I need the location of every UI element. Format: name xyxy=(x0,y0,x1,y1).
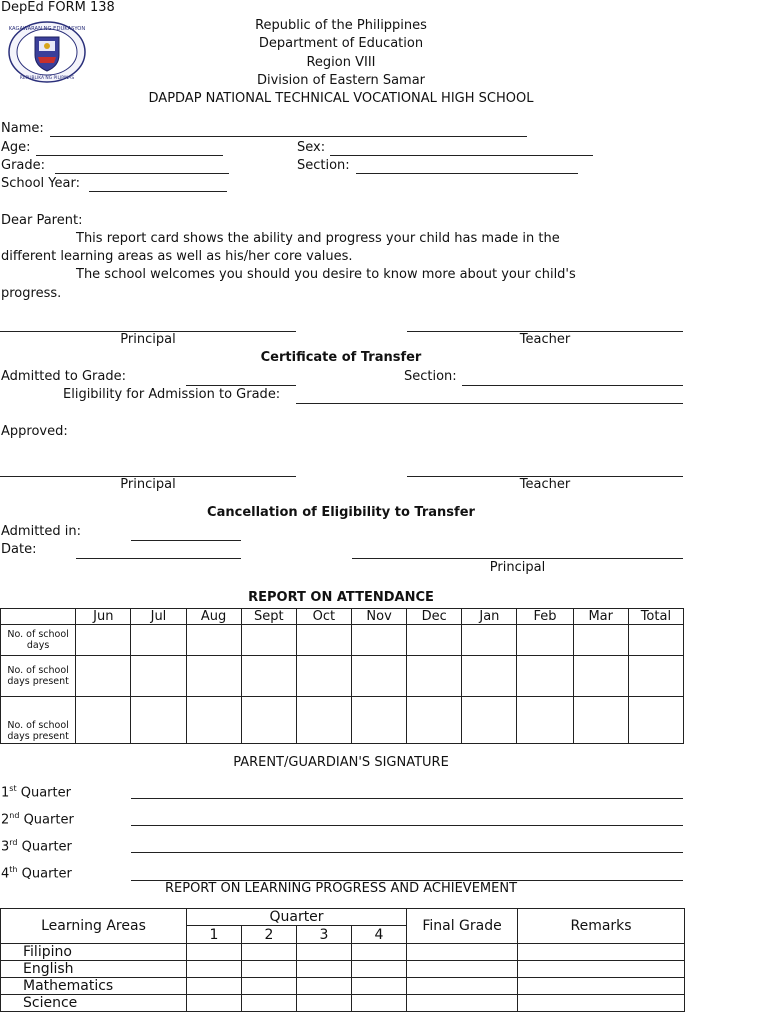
attendance-title: REPORT ON ATTENDANCE xyxy=(248,590,434,605)
attendance-cell[interactable] xyxy=(573,697,628,744)
cancellation-title: Cancellation of Eligibility to Transfer xyxy=(207,505,475,520)
attendance-table xyxy=(0,608,684,744)
school-year-field[interactable] xyxy=(89,191,227,192)
month-header: Dec xyxy=(407,609,462,625)
attendance-cell[interactable] xyxy=(517,656,573,697)
admitted-in-label: Admitted in: xyxy=(1,524,81,539)
attendance-cell[interactable] xyxy=(131,656,186,697)
name-label: Name: xyxy=(1,121,44,136)
final-grade-cell[interactable] xyxy=(407,944,518,961)
admitted-to-grade-label: Admitted to Grade: xyxy=(1,369,126,384)
quarter-signature-line-2[interactable] xyxy=(131,825,683,826)
attendance-cell[interactable] xyxy=(628,625,683,656)
grade-cell[interactable] xyxy=(352,978,407,995)
remarks-cell[interactable] xyxy=(518,961,685,978)
letter-para2-line2: progress. xyxy=(1,286,62,301)
transfer-section-label: Section: xyxy=(404,369,457,384)
month-header: Jun xyxy=(76,609,131,625)
attendance-cell[interactable] xyxy=(462,625,517,656)
quarter-label-4: 4th Quarter xyxy=(1,865,72,882)
grade-cell[interactable] xyxy=(187,995,242,1012)
grade-cell[interactable] xyxy=(242,961,297,978)
attendance-cell[interactable] xyxy=(407,625,462,656)
eligibility-field[interactable] xyxy=(296,403,683,404)
attendance-cell[interactable] xyxy=(186,697,241,744)
cancellation-principal-caption: Principal xyxy=(489,560,546,575)
total-header: Total xyxy=(628,609,683,625)
table-row xyxy=(1,625,684,656)
grade-cell[interactable] xyxy=(352,944,407,961)
learning-area-filipino: Filipino xyxy=(1,944,187,961)
quarter-header: Quarter xyxy=(187,909,407,926)
grade-cell[interactable] xyxy=(187,961,242,978)
row-label-school-days: No. of school days xyxy=(1,625,76,656)
remarks-cell[interactable] xyxy=(518,944,685,961)
attendance-cell[interactable] xyxy=(352,625,407,656)
transfer-section-field[interactable] xyxy=(462,385,683,386)
grade-cell[interactable] xyxy=(352,995,407,1012)
header-school-name: DAPDAP NATIONAL TECHNICAL VOCATIONAL HIGH SCHOOL xyxy=(148,91,534,106)
seal-bottom-text: REPUBLIKA NG PILIPINAS xyxy=(19,76,75,81)
letter-para1-line1: This report card shows the ability and progress your child has made in the xyxy=(76,231,560,246)
grade-cell[interactable] xyxy=(297,995,352,1012)
attendance-cell[interactable] xyxy=(628,656,683,697)
attendance-cell[interactable] xyxy=(76,656,131,697)
section-label: Section: xyxy=(297,158,350,173)
final-grade-cell[interactable] xyxy=(407,961,518,978)
form-id: DepEd FORM 138 xyxy=(1,0,115,15)
learning-areas-header: Learning Areas xyxy=(1,909,187,944)
final-grade-cell[interactable] xyxy=(407,978,518,995)
month-header: Nov xyxy=(352,609,407,625)
learning-area-mathematics: Mathematics xyxy=(1,978,187,995)
table-row xyxy=(1,961,685,978)
approved-principal-caption: Principal xyxy=(120,477,176,492)
attendance-cell[interactable] xyxy=(407,656,462,697)
approved-label: Approved: xyxy=(1,424,68,439)
quarter-number: 2 xyxy=(242,926,297,944)
section-field[interactable] xyxy=(356,173,578,174)
teacher-caption: Teacher xyxy=(519,332,571,347)
learning-header-row xyxy=(1,909,685,926)
month-header: Jan xyxy=(462,609,517,625)
grade-label: Grade: xyxy=(1,158,46,173)
month-header: Aug xyxy=(186,609,241,625)
admitted-in-field[interactable] xyxy=(131,540,241,541)
attendance-header-row xyxy=(1,609,684,625)
attendance-cell[interactable] xyxy=(517,625,573,656)
attendance-cell[interactable] xyxy=(407,697,462,744)
table-row xyxy=(1,656,684,697)
letter-salutation: Dear Parent: xyxy=(1,213,83,228)
header-division: Division of Eastern Samar xyxy=(256,73,426,88)
learning-area-science: Science xyxy=(1,995,187,1012)
grade-cell[interactable] xyxy=(297,961,352,978)
header-department: Department of Education xyxy=(258,36,424,51)
eligibility-label: Eligibility for Admission to Grade: xyxy=(63,387,281,402)
remarks-cell[interactable] xyxy=(518,995,685,1012)
attendance-cell[interactable] xyxy=(186,656,241,697)
attendance-cell[interactable] xyxy=(628,697,683,744)
quarter-label-1: 1st Quarter xyxy=(1,784,71,801)
attendance-cell[interactable] xyxy=(573,656,628,697)
attendance-cell[interactable] xyxy=(517,697,573,744)
grade-cell[interactable] xyxy=(187,944,242,961)
final-grade-cell[interactable] xyxy=(407,995,518,1012)
quarter-label-3: 3rd Quarter xyxy=(1,838,72,855)
month-header: Sept xyxy=(241,609,296,625)
quarter-number: 4 xyxy=(352,926,407,944)
table-row xyxy=(1,978,685,995)
attendance-cell[interactable] xyxy=(296,697,351,744)
attendance-cell[interactable] xyxy=(131,625,186,656)
remarks-cell[interactable] xyxy=(518,978,685,995)
remarks-header: Remarks xyxy=(518,909,685,944)
table-row xyxy=(1,697,684,744)
grade-cell[interactable] xyxy=(297,944,352,961)
quarter-signature-line-1[interactable] xyxy=(131,798,683,799)
attendance-cell[interactable] xyxy=(241,697,296,744)
grade-cell[interactable] xyxy=(297,978,352,995)
date-label: Date: xyxy=(1,542,37,557)
attendance-cell[interactable] xyxy=(296,656,351,697)
learning-table xyxy=(0,908,685,1012)
row-label-days-present: No. of school days present xyxy=(1,656,76,697)
header-region: Region VIII xyxy=(306,55,376,70)
month-header: Jul xyxy=(131,609,186,625)
month-header: Feb xyxy=(517,609,573,625)
attendance-corner-cell xyxy=(1,609,76,625)
cancellation-principal-line[interactable] xyxy=(352,558,683,559)
certificate-title: Certificate of Transfer xyxy=(260,350,422,365)
grade-cell[interactable] xyxy=(352,961,407,978)
sex-field[interactable] xyxy=(330,155,593,156)
quarter-label-2: 2nd Quarter xyxy=(1,811,74,828)
grade-cell[interactable] xyxy=(187,978,242,995)
table-row xyxy=(1,944,685,961)
quarter-number: 3 xyxy=(297,926,352,944)
month-header: Oct xyxy=(296,609,351,625)
letter-para2-line1: The school welcomes you should you desire to know more about your child's xyxy=(76,267,576,282)
attendance-cell[interactable] xyxy=(573,625,628,656)
name-field[interactable] xyxy=(50,136,527,137)
school-year-label: School Year: xyxy=(1,176,80,191)
age-label: Age: xyxy=(1,140,31,155)
seal-top-text: KAGAWARAN NG EDUKASYON xyxy=(8,26,86,32)
row-label-days-present: No. of school days present xyxy=(1,697,76,744)
attendance-cell[interactable] xyxy=(352,656,407,697)
grade-field[interactable] xyxy=(55,173,229,174)
date-field[interactable] xyxy=(76,558,241,559)
final-grade-header: Final Grade xyxy=(407,909,518,944)
parent-signature-title: PARENT/GUARDIAN'S SIGNATURE xyxy=(233,755,449,770)
table-row xyxy=(1,995,685,1012)
approved-teacher-caption: Teacher xyxy=(519,477,571,492)
grade-cell[interactable] xyxy=(242,944,297,961)
attendance-cell[interactable] xyxy=(241,656,296,697)
attendance-cell[interactable] xyxy=(241,625,296,656)
attendance-cell[interactable] xyxy=(76,697,131,744)
deped-seal-logo xyxy=(8,21,86,83)
attendance-cell[interactable] xyxy=(462,697,517,744)
month-header: Mar xyxy=(573,609,628,625)
sex-label: Sex: xyxy=(297,140,326,155)
grade-cell[interactable] xyxy=(242,978,297,995)
learning-title: REPORT ON LEARNING PROGRESS AND ACHIEVEMENT xyxy=(164,881,518,896)
principal-caption: Principal xyxy=(120,332,176,347)
age-field[interactable] xyxy=(36,155,223,156)
attendance-cell[interactable] xyxy=(462,656,517,697)
attendance-cell[interactable] xyxy=(296,625,351,656)
quarter-signature-line-3[interactable] xyxy=(131,852,683,853)
letter-para1-line2: different learning areas as well as his/her core values. xyxy=(1,249,353,264)
grade-cell[interactable] xyxy=(242,995,297,1012)
attendance-cell[interactable] xyxy=(76,625,131,656)
attendance-cell[interactable] xyxy=(352,697,407,744)
header-republic: Republic of the Philippines xyxy=(255,18,427,33)
quarter-number: 1 xyxy=(187,926,242,944)
learning-area-english: English xyxy=(1,961,187,978)
admitted-to-grade-field[interactable] xyxy=(186,385,296,386)
attendance-cell[interactable] xyxy=(186,625,241,656)
attendance-cell[interactable] xyxy=(131,697,186,744)
